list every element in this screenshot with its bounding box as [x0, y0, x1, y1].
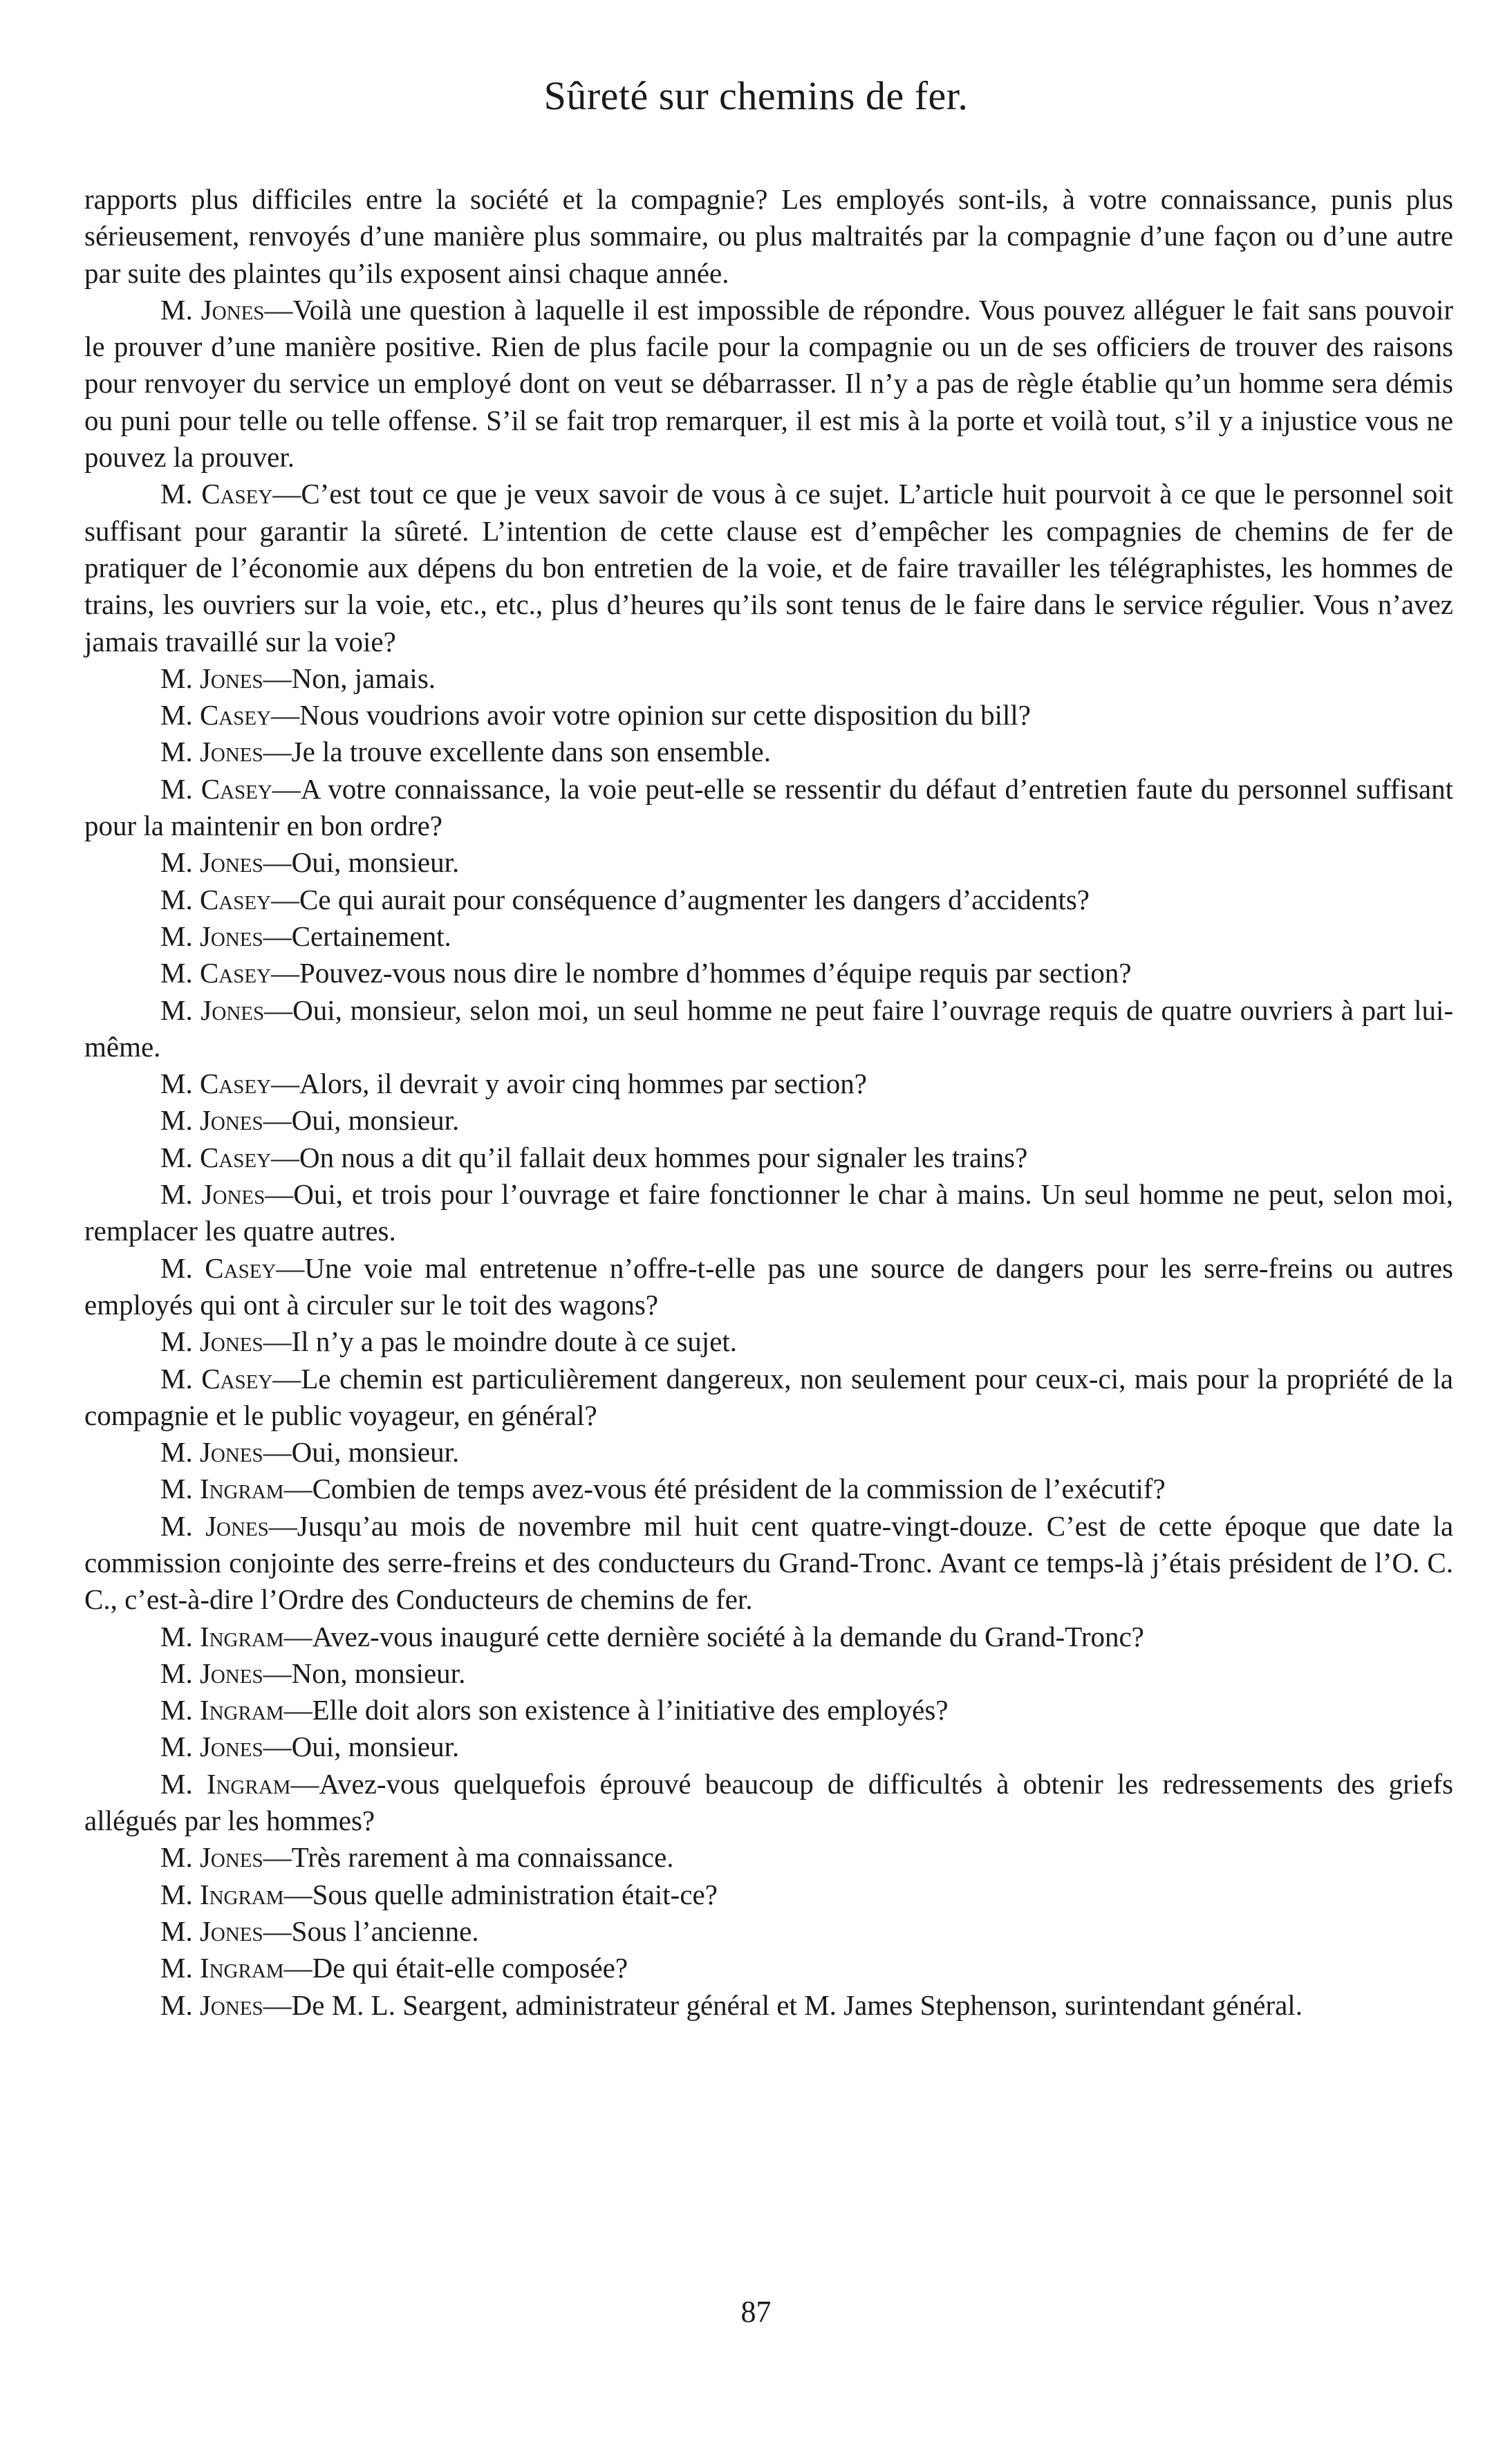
- paragraph-text: Certainement.: [291, 920, 451, 952]
- page-title: Sûreté sur chemins de fer.: [543, 73, 969, 118]
- paragraph-text: Oui, et trois pour l’ouvrage et faire fonctionner le char à mains. Un seul homme ne peut, selon moi, remplacer les quatre autres.: [84, 1178, 1454, 1247]
- testimony-paragraph: [84, 1323, 1453, 1360]
- paragraph-text: Il n’y a pas le moindre doute à ce sujet.: [291, 1325, 738, 1358]
- speaker-label: M. Jones—: [160, 1657, 292, 1689]
- speaker-label: M. Jones—: [160, 662, 292, 694]
- speaker-label: M. Ingram—: [160, 1878, 312, 1910]
- testimony-paragraph: [84, 1692, 1453, 1729]
- testimony-paragraph: [84, 992, 1453, 1066]
- paragraph-text: Oui, monsieur.: [291, 1104, 460, 1137]
- speaker-label: M. Jones—: [160, 1731, 292, 1763]
- testimony-paragraph: [84, 1176, 1453, 1250]
- paragraph-text: On nous a dit qu’il fallait deux hommes pour signaler les trains?: [299, 1141, 1028, 1173]
- paragraph-text: Alors, il devrait y avoir cinq hommes par section?: [299, 1068, 867, 1100]
- testimony-paragraph: [84, 660, 1453, 697]
- testimony-paragraph: [84, 1766, 1453, 1840]
- testimony-paragraph: [84, 1508, 1453, 1619]
- testimony-paragraph: [84, 1655, 1453, 1692]
- testimony-paragraph: [84, 1839, 1453, 1876]
- speaker-label: M. Jones—: [160, 1178, 294, 1211]
- testimony-body: [84, 181, 1453, 2024]
- paragraph-text: Une voie mal entretenue n’offre-t-elle pas une source de dangers pour les serre-freins ou autres employés qui ont à circuler sur le toit des wagons?: [84, 1251, 1453, 1321]
- speaker-label: M. Ingram—: [160, 1694, 312, 1726]
- speaker-label: M. Jones—: [160, 1436, 292, 1469]
- testimony-paragraph: [84, 882, 1453, 918]
- testimony-paragraph: [84, 1139, 1453, 1176]
- testimony-paragraph: [84, 844, 1453, 881]
- testimony-paragraph: [84, 697, 1453, 734]
- testimony-paragraph: [84, 1950, 1453, 1986]
- speaker-label: M. Jones—: [160, 846, 292, 879]
- paragraph-text: Avez-vous inauguré cette dernière société à la demande du Grand-Tronc?: [312, 1620, 1144, 1652]
- paragraph-text: Le chemin est particulièrement dangereux, non seulement pour ceux-ci, mais pour la propriété de la compagnie et le public voyageur, en général?: [84, 1362, 1453, 1431]
- paragraph-text: Nous voudrions avoir votre opinion sur cette disposition du bill?: [299, 699, 1031, 732]
- speaker-label: M. Jones—: [160, 1915, 292, 1947]
- testimony-paragraph: [84, 734, 1453, 770]
- speaker-label: M. Casey—: [160, 772, 301, 805]
- paragraph-text: Jusqu’au mois de novembre mil huit cent quatre-vingt-douze. C’est de cette époque que date la commission conjointe des serre-freins et des conducteurs du Grand-Tronc. Avant ce temps-là j’étais président de l’O. C. C., c’est-à-dire l’Ordre des Conducteurs de chemins de fer.: [84, 1509, 1454, 1616]
- speaker-label: M. Jones—: [160, 1841, 292, 1874]
- paragraph-text: C’est tout ce que je veux savoir de vous à ce sujet. L’article huit pourvoit à ce que le personnel soit suffisant pour garantir la sûreté. L’intention de cette clause est d’empêcher les compagnies de chemins de fer de pratiquer de l’économie aux dépens du bon entretien de la voie, et de faire travailler les télégraphistes, les hommes de trains, les ouvriers sur la voie, etc., etc., plus d’heures qu’ils sont tenus de le faire dans le service régulier. Vous n’avez jamais travaillé sur la voie?: [84, 478, 1454, 658]
- paragraph-text: Voilà une question à laquelle il est impossible de répondre. Vous pouvez alléguer le fait sans pouvoir le prouver d’une manière positive. Rien de plus facile pour la compagnie ou un de ses officiers de trouver des raisons pour renvoyer du service un employé dont on veut se débarrasser. Il n’y a pas de règle établie qu’un homme sera démis ou puni pour telle ou telle offense. S’il se fait trop remarquer, il est mis à la porte et voilà tout, s’il y a injustice vous ne pouvez la prouver.: [84, 293, 1454, 474]
- speaker-label: M. Jones—: [160, 736, 292, 768]
- paragraph-text: Sous quelle administration était-ce?: [312, 1878, 718, 1910]
- speaker-label: M. Casey—: [160, 1362, 301, 1395]
- paragraph-text: Oui, monsieur, selon moi, un seul homme ne peut faire l’ouvrage requis de quatre ouvriers à part lui-même.: [84, 994, 1454, 1063]
- paragraph-text: A votre connaissance, la voie peut-elle se ressentir du défaut d’entretien faute du personnel suffisant pour la maintenir en bon ordre?: [84, 772, 1453, 842]
- testimony-paragraph: [84, 1065, 1453, 1102]
- paragraph-text: Combien de temps avez-vous été président de la commission de l’exécutif?: [312, 1473, 1166, 1505]
- speaker-label: M. Casey—: [160, 1251, 305, 1284]
- testimony-paragraph: [84, 955, 1453, 991]
- paragraph-text: rapports plus difficiles entre la société et la compagnie? Les employés sont-ils, à votre connaissance, punis plus sérieusement, renvoyés d’une manière plus sommaire, ou plus maltraités par la compagnie d’une façon ou d’une autre par suite des plaintes qu’ils exposent ainsi chaque année.: [84, 183, 1453, 289]
- paragraph-text: Non, monsieur.: [291, 1657, 466, 1689]
- speaker-label: M. Ingram—: [160, 1767, 319, 1800]
- speaker-label: M. Jones—: [160, 920, 292, 952]
- paragraph-text: Oui, monsieur.: [291, 846, 460, 879]
- paragraph-text: Très rarement à ma connaissance.: [291, 1841, 674, 1874]
- testimony-paragraph: [84, 1729, 1453, 1765]
- testimony-paragraph: [84, 181, 1453, 292]
- paragraph-text: Non, jamais.: [291, 662, 436, 694]
- testimony-paragraph: [84, 476, 1453, 660]
- speaker-label: M. Jones—: [160, 994, 293, 1026]
- speaker-label: M. Ingram—: [160, 1620, 312, 1652]
- speaker-label: M. Jones—: [160, 1325, 292, 1358]
- testimony-paragraph: [84, 1876, 1453, 1913]
- speaker-label: M. Jones—: [160, 1104, 292, 1137]
- paragraph-text: Je la trouve excellente dans son ensemble.: [291, 736, 771, 768]
- testimony-paragraph: [84, 1619, 1453, 1655]
- speaker-label: M. Casey—: [160, 1141, 300, 1173]
- speaker-label: M. Casey—: [160, 478, 301, 510]
- speaker-label: M. Jones—: [160, 293, 293, 326]
- testimony-paragraph: [84, 1102, 1453, 1139]
- paragraph-text: Oui, monsieur.: [291, 1731, 460, 1763]
- testimony-paragraph: [84, 771, 1453, 845]
- speaker-label: M. Casey—: [160, 883, 300, 915]
- paragraph-text: Pouvez-vous nous dire le nombre d’hommes d’équipe requis par section?: [299, 957, 1132, 989]
- speaker-label: M. Ingram—: [160, 1952, 312, 1984]
- testimony-paragraph: [84, 1913, 1453, 1950]
- testimony-paragraph: [84, 1361, 1453, 1435]
- page-number: 87: [740, 2295, 772, 2329]
- speaker-label: M. Casey—: [160, 699, 300, 732]
- speaker-label: M. Casey—: [160, 1068, 300, 1100]
- testimony-paragraph: [84, 1250, 1453, 1324]
- paragraph-text: Oui, monsieur.: [291, 1436, 460, 1469]
- paragraph-text: Ce qui aurait pour conséquence d’augmenter les dangers d’accidents?: [299, 883, 1090, 915]
- testimony-paragraph: [84, 918, 1453, 955]
- testimony-paragraph: [84, 292, 1453, 476]
- testimony-paragraph: [84, 1434, 1453, 1471]
- speaker-label: M. Jones—: [160, 1509, 297, 1542]
- speaker-label: M. Jones—: [160, 1989, 292, 2021]
- speaker-label: M. Ingram—: [160, 1473, 312, 1505]
- speaker-label: M. Casey—: [160, 957, 300, 989]
- testimony-paragraph: [84, 1471, 1453, 1507]
- paragraph-text: Sous l’ancienne.: [291, 1915, 479, 1947]
- testimony-paragraph: [84, 1987, 1453, 2024]
- paragraph-text: De qui était-elle composée?: [312, 1952, 628, 1984]
- paragraph-text: Avez-vous quelquefois éprouvé beaucoup de difficultés à obtenir les redressements des griefs allégués par les hommes?: [84, 1767, 1453, 1837]
- paragraph-text: De M. L. Seargent, administrateur général et M. James Stephenson, surintendant général.: [291, 1989, 1303, 2021]
- paragraph-text: Elle doit alors son existence à l’initiative des employés?: [312, 1694, 949, 1726]
